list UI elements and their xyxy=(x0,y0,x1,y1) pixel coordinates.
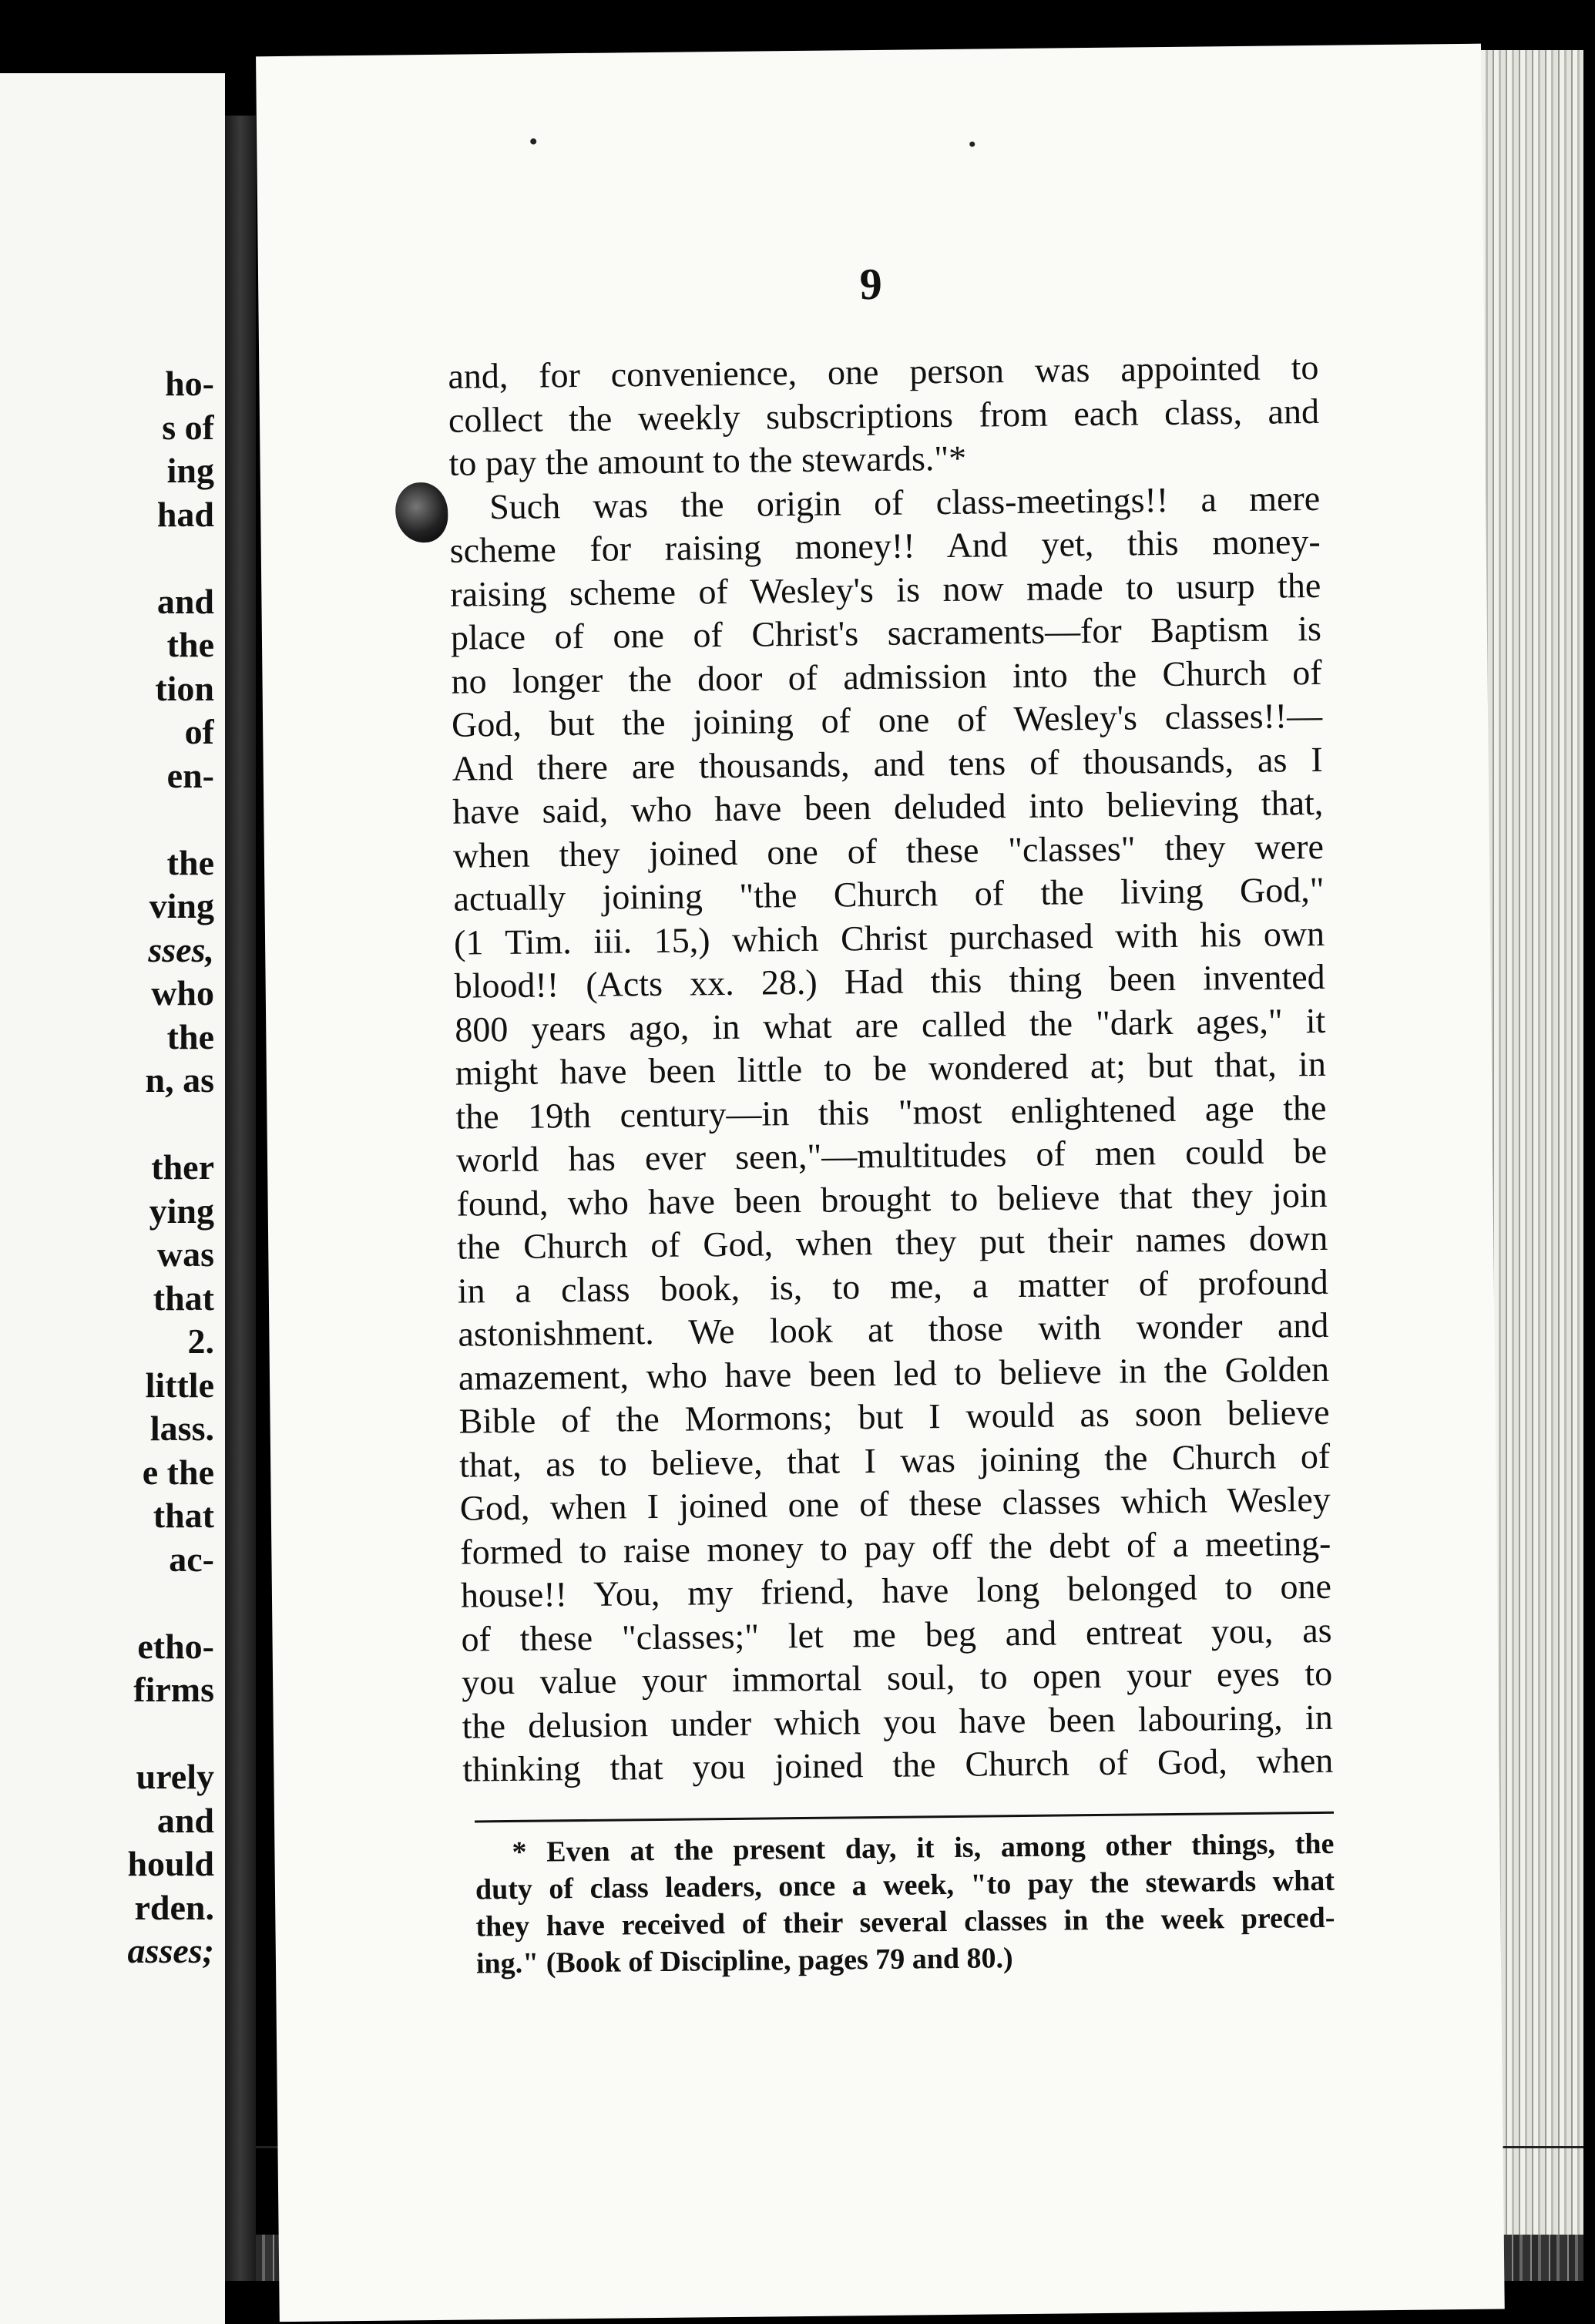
text-line: world has ever seen,"—multitudes of men could be xyxy=(455,1130,1328,1180)
left-page-fragment: sses, xyxy=(148,929,214,969)
ink-speck xyxy=(530,139,536,145)
text-line: you value your immortal soul, to open your eyes to xyxy=(461,1653,1333,1702)
left-page-fragment: n, as xyxy=(145,1060,214,1100)
text-line: have said, who have been deluded into believing that, xyxy=(452,782,1324,831)
text-line: that, as to believe, that I was joining the Church of xyxy=(458,1436,1331,1485)
text-line: the Church of God, when they put their names down xyxy=(456,1217,1328,1267)
text-line: astonishment. We look at those with wonder and xyxy=(458,1305,1329,1354)
left-page-fragment: of xyxy=(184,712,214,751)
left-page-fragment: ac- xyxy=(169,1539,214,1579)
left-page-fragment: etho- xyxy=(137,1626,214,1666)
left-page-fragment xyxy=(0,1581,214,1625)
text-line: house!! You, my friend, have long belonged to one xyxy=(460,1566,1332,1615)
text-line: Such was the origin of class-meetings!! a mere xyxy=(489,478,1321,526)
text-line: amazement, who have been led to believe in the Golden xyxy=(458,1348,1330,1398)
left-page-fragment: 2. xyxy=(187,1322,214,1361)
left-page-fragment: hould xyxy=(127,1844,214,1883)
left-page-fragment: asses; xyxy=(127,1931,214,1970)
page-number: 9 xyxy=(859,258,883,310)
left-page-fragment: little xyxy=(145,1365,214,1405)
text-line: (1 Tim. iii. 15,) which Christ purchased with his own xyxy=(453,913,1325,962)
footnote-line: duty of class leaders, once a week, "to pay the stewards what xyxy=(475,1864,1335,1906)
footnote-line: they have received of their several classes in the week preced- xyxy=(475,1901,1335,1943)
left-page-fragment xyxy=(0,536,214,580)
left-page-fragment xyxy=(0,1103,214,1147)
text-line: the 19th century—in this "most enlightened age the xyxy=(455,1087,1327,1137)
text-line: formed to raise money to pay off the debt of a meeting- xyxy=(460,1523,1331,1572)
left-page-fragment: s of xyxy=(162,407,214,447)
main-page xyxy=(256,44,1505,2322)
left-page-fragment: that xyxy=(153,1278,214,1318)
text-line: actually joining "the Church of the living God," xyxy=(453,869,1325,919)
text-line: God, but the joining of one of Wesley's classes!!— xyxy=(451,695,1323,744)
text-line: the delusion under which you have been labouring, in xyxy=(462,1697,1333,1746)
left-page-fragment xyxy=(0,798,214,841)
text-line: to pay the amount to the stewards."* xyxy=(448,438,967,483)
left-page-fragment: who xyxy=(151,973,214,1013)
left-page-fragment: that xyxy=(153,1496,214,1535)
left-page-fragment: rden. xyxy=(134,1887,214,1927)
text-line: found, who have been brought to believe that they join xyxy=(456,1174,1328,1224)
text-line: in a class book, is, to me, a matter of profound xyxy=(457,1261,1329,1311)
left-page-fragment: was xyxy=(156,1234,214,1274)
text-line: 800 years ago, in what are called the "dark ages," it xyxy=(455,1000,1326,1049)
left-page-fragment: the xyxy=(166,625,214,664)
ink-blot xyxy=(395,482,448,543)
text-line: raising scheme of Wesley's is now made to usurp the xyxy=(450,565,1321,614)
left-page-fragment: tion xyxy=(155,668,214,708)
text-line: and, for convenience, one person was appointed to xyxy=(448,347,1319,396)
text-line: thinking that you joined the Church of God, when xyxy=(462,1740,1334,1789)
left-page-text-fragments xyxy=(0,362,214,1973)
ink-speck xyxy=(969,142,975,147)
left-page-fragment: and xyxy=(156,1800,214,1840)
body-text xyxy=(448,346,1333,1792)
footnote-line: ing." (Book of Discipline, pages 79 and 80.) xyxy=(475,1942,1013,1980)
text-line: might have been little to be wondered at; but that, in xyxy=(455,1043,1327,1093)
left-page-fragment xyxy=(0,1712,214,1756)
left-facing-page xyxy=(0,73,225,2324)
text-line: God, when I joined one of these classes which Wesley xyxy=(459,1479,1331,1528)
left-page-fragment: had xyxy=(156,494,214,534)
left-page-fragment: ing xyxy=(166,451,214,490)
footnote-rule xyxy=(475,1812,1334,1823)
text-line: scheme for raising money!! And yet, this money- xyxy=(449,521,1321,570)
text-line: Bible of the Mormons; but I would as soon believe xyxy=(458,1392,1330,1441)
book-gutter xyxy=(225,116,256,2281)
left-page-fragment: ying xyxy=(149,1191,214,1231)
left-page-fragment: lass. xyxy=(149,1409,214,1448)
left-page-fragment: firms xyxy=(133,1670,214,1709)
left-page-fragment: ving xyxy=(149,886,214,925)
left-page-fragment: urely xyxy=(136,1757,214,1796)
text-line: blood!! (Acts xx. 28.) Had this thing been invented xyxy=(454,956,1325,1006)
left-page-fragment: the xyxy=(166,842,214,882)
left-page-fragment: e the xyxy=(142,1452,214,1492)
text-line: place of one of Christ's sacraments—for Baptism is xyxy=(450,608,1322,657)
text-line: no longer the door of admission into the Church of xyxy=(451,652,1322,701)
left-page-fragment: the xyxy=(166,1016,214,1056)
left-page-fragment: en- xyxy=(166,755,214,795)
left-page-fragment: ho- xyxy=(165,364,214,403)
left-page-fragment: ther xyxy=(151,1147,214,1187)
left-page-fragment: and xyxy=(156,581,214,621)
text-line: collect the weekly subscriptions from each class, and xyxy=(448,391,1320,440)
text-line: And there are thousands, and tens of thousands, as I xyxy=(452,739,1323,788)
footnote-line: * Even at the present day, it is, among other things, the xyxy=(512,1827,1335,1869)
footnote xyxy=(475,1825,1335,1983)
text-line: when they joined one of these "classes" they were xyxy=(452,826,1325,875)
text-line: of these "classes;" let me beg and entreat you, as xyxy=(461,1610,1332,1659)
